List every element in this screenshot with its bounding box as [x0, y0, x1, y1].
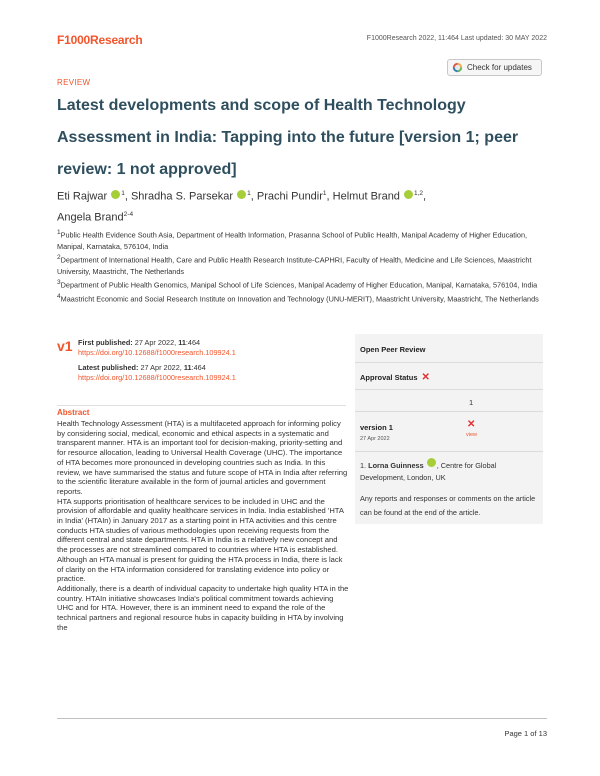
check-updates-icon: [452, 62, 463, 73]
affiliation: [57, 252, 547, 277]
divider: [57, 405, 346, 406]
view-report-link[interactable]: view: [466, 432, 478, 438]
orcid-icon[interactable]: [111, 190, 120, 199]
panel-section: [355, 389, 543, 412]
first-published-date: 27 Apr 2022,: [134, 338, 177, 347]
first-published-page: :464: [185, 338, 201, 347]
abstract-paragraph: HTA supports prioritisation of healthcare services to be included in UHC and the provision of affordable and quality healthcare services in India. India established 'HTA in India' (HTAIn) in January 2017 as a starting point in HTA activities and this centre conducts HTA studies of various methodologies upon receiving requests from the different central and state departments. HTA in India is a relatively new concept and the processes are not streamlined compared to countries where HTA is established. Although an HTA manual is present for guiding the HTA process in India, there is lack of clarity on the HTA information considered for translating evidence into policy or practice.: [57, 496, 344, 584]
author-name[interactable]: Angela Brand: [57, 211, 124, 224]
affiliation: [57, 277, 547, 291]
author-affil-sup: 1,2: [414, 190, 424, 197]
publication-info: [78, 338, 236, 388]
f1000research-logo: F1000Research: [57, 33, 143, 47]
author-affil-sup: 1: [247, 190, 251, 197]
article-type: REVIEW: [57, 78, 91, 87]
affiliation-text: Department of Public Health Genomics, Manipal School of Life Sciences, Manipal Academy of Higher Education, Manipal, Karnataka, 576104, India: [60, 280, 538, 290]
approval-status-label: Approval Status: [360, 373, 418, 382]
author-name[interactable]: Shradha S. Parsekar: [130, 190, 234, 203]
reviewer-name[interactable]: Lorna Guinness: [368, 461, 424, 470]
article-title: Latest developments and scope of Health Technology Assessment in India: Tapping into the future [version 1; peer review: 1 not approved]: [57, 97, 519, 178]
open-peer-review-heading: Open Peer Review: [360, 345, 426, 354]
first-published-doi-link[interactable]: https://doi.org/10.12688/f1000research.109924.1: [78, 348, 236, 358]
peer-review-note: Any reports and responses or comments on the article can be found at the end of the article.: [360, 494, 536, 517]
check-updates-label: Check for updates: [467, 63, 532, 72]
author-name[interactable]: Eti Rajwar: [57, 190, 108, 203]
version-badge: v1: [57, 338, 73, 354]
affiliation-text: Maastricht Economic and Social Research Institute on Innovation and Technology (UNU-MERIT), Maastricht University, Maastricht, The Netherlands: [60, 294, 539, 304]
reviewer-affiliation: , Centre for Global Development, London, UK: [360, 461, 497, 482]
author-affil-sup: 1: [121, 190, 125, 197]
abstract-body: [57, 419, 350, 632]
first-published-volume: 11: [178, 338, 186, 347]
affiliation: [57, 227, 547, 252]
author-name[interactable]: Prachi Pundir: [256, 190, 323, 203]
abstract-paragraph: Health Technology Assessment (HTA) is a multifaceted approach for informing policy by considering social, medical, economic and ethical aspects in a systematic and transparent manner. HTA is an important tool for decision-making, priority-setting and for resource allocation, leading to Universal Health Coverage (UHC). The importance of HTA becomes more pronounced in developing countries such as India. In this review, we have summarised the status and future scope of HTA in India after referring to the scientific literature available in the form of journal articles and government reports.: [57, 419, 348, 496]
author-affil-sup: 1: [322, 190, 327, 197]
affiliation-number: 1: [57, 229, 61, 236]
orcid-icon[interactable]: [237, 190, 246, 199]
latest-published-doi-link[interactable]: https://doi.org/10.12688/f1000research.109924.1: [78, 373, 236, 383]
affiliation-number: 2: [57, 254, 61, 262]
footer-divider: [57, 718, 547, 719]
reviewer-column-number: 1: [469, 398, 474, 407]
version-date: 27 Apr 2022: [360, 436, 390, 442]
abstract-heading: Abstract: [57, 408, 90, 417]
affiliation-text: Public Health Evidence South Asia, Department of Health Information, Prasanna School of Public Health, Manipal Academy of Higher Education, Manipal, Karnataka, 576104, India: [57, 230, 528, 251]
author-affil-sup: 2-4: [123, 210, 134, 218]
approval-status: [360, 372, 430, 383]
page-number: Page 1 of 13: [504, 729, 547, 738]
affiliation: [57, 291, 547, 305]
reviewer-number: 1.: [360, 461, 367, 470]
first-published-label: First published:: [78, 338, 133, 347]
latest-published-volume: 11: [183, 362, 192, 372]
latest-published-page: :464: [191, 362, 206, 372]
affiliation-number: 4: [57, 292, 61, 300]
not-approved-icon: ✕: [421, 372, 430, 383]
not-approved-icon[interactable]: ✕: [467, 419, 476, 430]
latest-published-label: Latest published:: [78, 362, 139, 372]
header-meta: F1000Research 2022, 11:464 Last updated: 30 MAY 2022: [366, 35, 547, 42]
abstract-paragraph: Additionally, there is a dearth of individual capacity to undertake high quality HTA in the country. HTAIn initiative showcases India's political commitment towards achieving UHC and for HTA. However, there is an imminent need to expand the role of the technical partners and regional resource hubs in capacity building in HTA by involving the: [57, 583, 349, 632]
orcid-icon[interactable]: [404, 190, 413, 199]
affiliation-text: Department of International Health, Care and Public Health Research Institute-CAPHRI, Faculty of Health, Medicine and Life Sciences, Maastricht University, Maastricht, The Netherlands: [57, 255, 532, 276]
affiliations: [57, 227, 547, 304]
reviewer-entry: [360, 458, 540, 483]
version-label: version 1: [360, 423, 393, 432]
check-updates-button[interactable]: [447, 59, 542, 76]
author-name[interactable]: Helmut Brand: [332, 190, 400, 203]
orcid-icon[interactable]: [427, 458, 436, 467]
affiliation-number: 3: [57, 279, 61, 287]
latest-published-date: 27 Apr 2022,: [140, 362, 182, 372]
author-list: Eti Rajwar $^1$, Shradha S. Parsekar $^1$, Prachi Pundir$^1$, Helmut Brand $^{1,2}$, Angela Brand$^{2-4}$: [57, 190, 427, 224]
